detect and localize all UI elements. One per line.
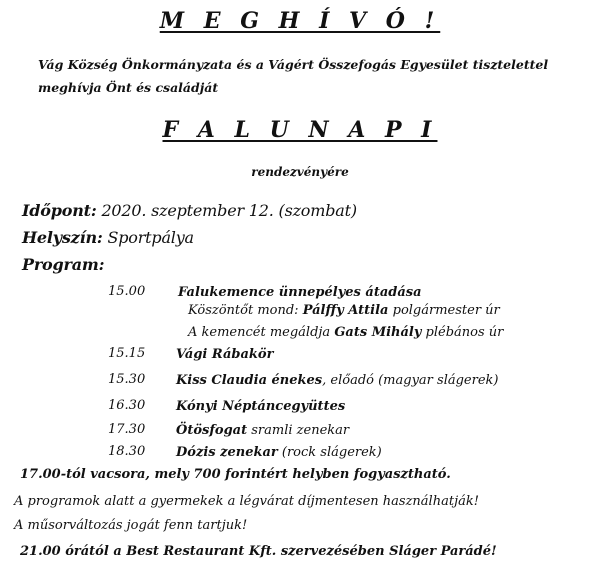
intro-line-1: Vág Község Önkormányzata és a Vágért Összefogás Egyesület tisztelettel — [38, 57, 549, 72]
dinner-line: 17.00-tól vacsora, mely 700 forintért helyben fogyasztható. — [20, 467, 451, 482]
program-time: 15.30 — [108, 372, 146, 387]
program-time: 16.30 — [108, 398, 146, 413]
bouncy-castle-line: A programok alatt a gyermekek a légvárat díjmentesen használhatják! — [14, 494, 479, 509]
program-item-title: Dózis zenekar (rock slágerek) — [176, 445, 382, 460]
program-item-title: Kónyi Néptáncegyüttes — [176, 399, 346, 414]
program-time: 15.15 — [108, 346, 146, 361]
place-line — [22, 228, 194, 247]
program-item-title: Vági Rábakör — [176, 347, 274, 362]
intro-line-2: meghívja Önt és családját — [38, 80, 219, 95]
event-subtitle: rendezvényére — [251, 165, 349, 179]
place-label: Helyszín: — [22, 228, 103, 247]
program-item-title: Kiss Claudia énekes, előadó (magyar slágerek) — [176, 373, 499, 388]
program-time: 18.30 — [108, 444, 146, 459]
program-subitem: Köszöntőt mond: Pálffy Attila polgármester úr — [188, 303, 500, 318]
program-label: Program: — [22, 255, 105, 274]
place-value: Sportpálya — [107, 228, 194, 247]
program-change-line: A műsorváltozás jogát fenn tartjuk! — [14, 518, 248, 533]
program-time: 17.30 — [108, 422, 146, 437]
program-time: 15.00 — [108, 284, 146, 299]
program-item-title: Ötösfogat sramli zenekar — [176, 423, 350, 438]
date-label: Időpont: — [22, 201, 97, 220]
program-subitem: A kemencét megáldja Gats Mihály plébános úr — [188, 325, 504, 340]
date-value: 2020. szeptember 12. (szombat) — [101, 201, 357, 220]
party-line: 21.00 órától a Best Restaurant Kft. szervezésében Sláger Parádé! — [20, 544, 497, 559]
event-title: F A L U N A P I — [162, 117, 438, 143]
program-item-title: Falukemence ünnepélyes átadása — [178, 285, 422, 300]
date-line — [22, 201, 357, 220]
page-title: M E G H Í V Ó ! — [159, 8, 441, 34]
